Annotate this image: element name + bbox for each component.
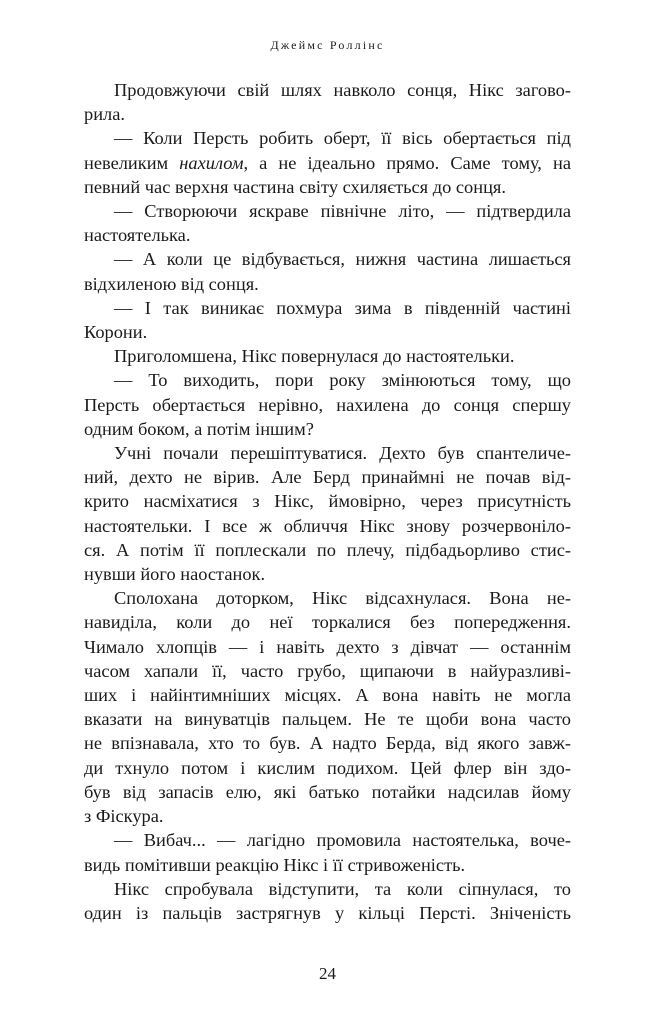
- text-line: — То виходить, пори року змінюються тому, що: [114, 370, 571, 391]
- text-line: Приголомшена, Нікс повернулася до настоятельки.: [114, 346, 515, 367]
- page-number: 24: [319, 964, 336, 983]
- text-line: ся. А потім її поплескали по плечу, підбадьорливо стис-: [84, 539, 571, 560]
- paragraph: [84, 78, 571, 126]
- text-line: навиділа, коли до неї торкалися без попередження.: [84, 612, 571, 633]
- text-line: часом хапали її, часто грубо, щипаючи в найуразливі-: [84, 660, 571, 681]
- text-line: один із пальців застрягнув у кільці Персті. Зніченість: [84, 902, 571, 923]
- text-line: — А коли це відбувається, нижня частина лишається: [114, 249, 571, 270]
- text-line: Чимало хлопців — і навіть дехто з дівчат — останнім: [84, 636, 571, 657]
- text-line: Персть обертається нерівно, нахилена до сонця спершу: [84, 394, 571, 415]
- running-header: Джеймс Роллінс: [270, 38, 385, 52]
- paragraph: [84, 441, 571, 586]
- paragraph: [84, 368, 571, 441]
- text-line: ди тхнуло потом і кислим подихом. Цей флер він здо-: [84, 757, 571, 778]
- paragraph: [84, 296, 571, 344]
- text-line: вказати на винуватців пальцем. Не те щоби вона часто: [84, 709, 571, 730]
- page-body-text: [84, 78, 571, 925]
- text-line: з Фіскура.: [84, 806, 164, 827]
- text-line: Нікс спробувала відступити, та коли сіпнулася, то: [114, 878, 571, 899]
- text-line: — Коли Персть робить оберт, її вісь обертається під: [114, 128, 571, 149]
- text-line: Продовжуючи свій шлях навколо сонця, Нікс загово-: [114, 80, 571, 100]
- paragraph: [84, 247, 571, 295]
- text-line: — Створюючи яскраве північне літо, — підтвердила: [114, 201, 571, 222]
- text-line: крито насміхатися з Нікс, ймовірно, через присутність: [84, 491, 571, 512]
- text-line: ний, дехто не вірив. Але Берд принаймні не почав від-: [84, 467, 571, 488]
- text-line: [84, 151, 571, 175]
- text-line: ших і найінтимніших місцях. А вона навіть не могла: [84, 685, 571, 706]
- text-fragment: , а не ідеально прямо. Саме тому, на: [243, 152, 572, 173]
- text-line: Корони.: [84, 322, 148, 343]
- text-line: Сполохана доторком, Нікс відсахнулася. Вона не-: [114, 588, 571, 609]
- text-line: настоятельки. І все ж обличчя Нікс знову розчервоніло-: [84, 515, 571, 536]
- text-line: не впізнавала, хто то був. А надто Берда, від якого завж-: [84, 733, 571, 754]
- text-line: нувши його наостанок.: [84, 564, 266, 585]
- text-line: — І так виникає похмура зима в південній частині: [114, 297, 571, 318]
- text-line: відхиленою від сонця.: [84, 273, 259, 294]
- paragraph: [84, 199, 571, 247]
- text-line: настоятелька.: [84, 225, 191, 246]
- text-line: рила.: [84, 104, 125, 125]
- text-line: був від запасів елю, які батько потайки надсилав йому: [84, 781, 571, 802]
- italic-word: нахилом: [179, 152, 244, 173]
- text-line: Учні почали перешіптуватися. Дехто був спантеличе-: [114, 443, 571, 464]
- text-line: видь помітивши реакцію Нікс і її стривоженість.: [84, 854, 466, 875]
- paragraph: [84, 586, 571, 828]
- text-line: певний час верхня частина світу схиляється до сонця.: [84, 176, 506, 197]
- paragraph: [84, 828, 571, 876]
- paragraph: [84, 877, 571, 925]
- text-line: одним боком, а потім іншим?: [84, 418, 314, 439]
- paragraph: [84, 126, 571, 199]
- text-line: — Вибач... — лагідно промовила настоятелька, воче-: [114, 830, 571, 851]
- paragraph: [84, 344, 571, 368]
- text-fragment: невеликим: [84, 152, 180, 173]
